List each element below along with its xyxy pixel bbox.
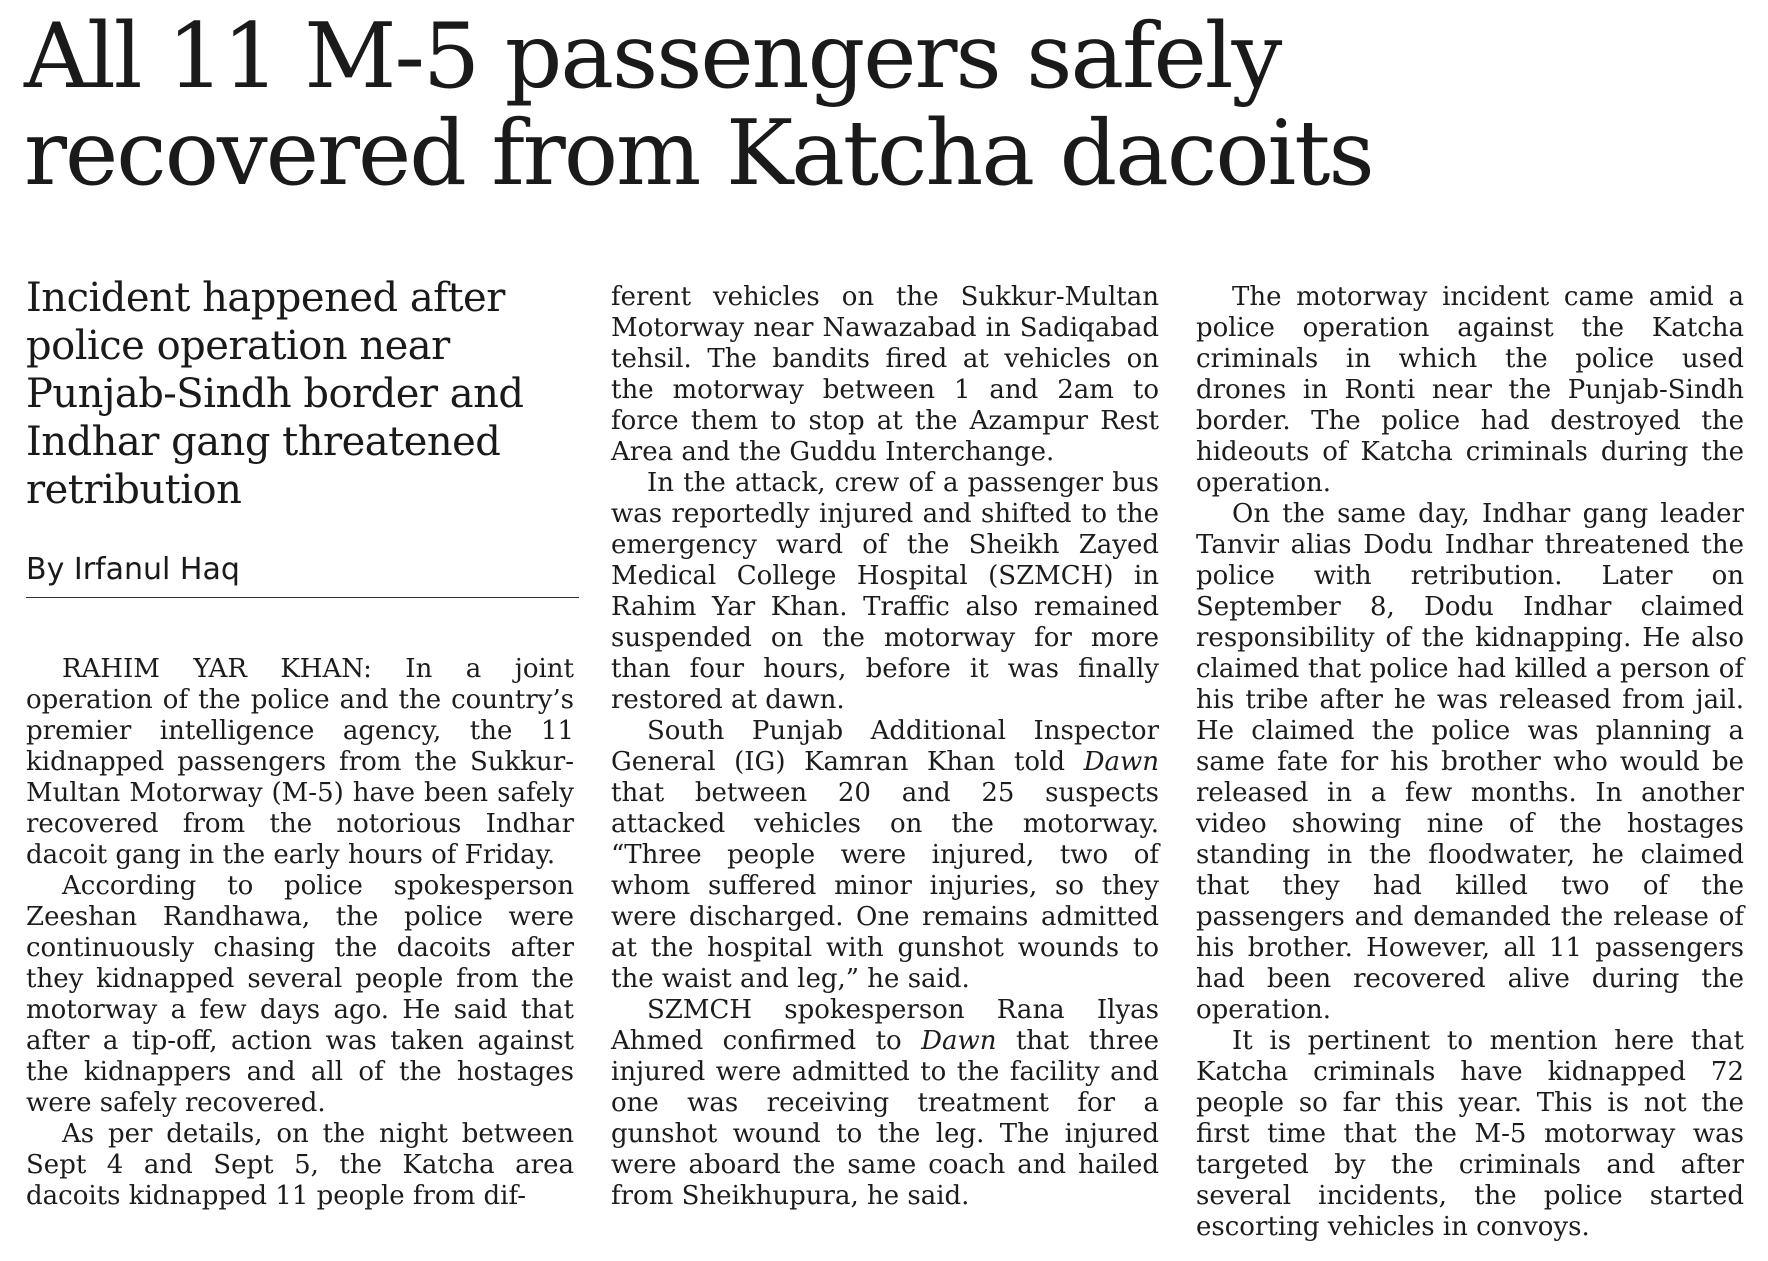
paragraph-1: RAHIM YAR KHAN: In a joint operation of the police and the country’s premier intelligence agency, the 11 kidnapped passengers from the Sukkur-Multan Motorway (M-5) have been safely recovered from the notorious Indhar dacoit gang in the early hours of Friday. <box>26 654 574 870</box>
dawn-reference: Dawn <box>1083 747 1159 777</box>
paragraph-3-continued: ferent vehicles on the Sukkur-Multan Motorway near Nawazabad in Sadiqabad tehsil. The bandits fired at vehicles on the motorway between 1 and 2am to force them to stop at the Azampur Rest Area and the Guddu Interchange. <box>611 282 1159 467</box>
paragraph-2: According to police spokesperson Zeeshan Randhawa, the police were continuously chasing the dacoits after they kidnapped several people from the motorway a few days ago. He said that after a tip-off, action was taken against the kidnappers and all of the hostages were safely recovered. <box>26 871 574 1118</box>
dawn-reference: Dawn <box>921 1026 997 1056</box>
paragraph-9: It is pertinent to mention here that Katcha criminals have kidnapped 72 people so far this year. This is not the first time that the M-5 motorway was targeted by the criminals and after several incidents, the police started escorting vehicles in convoys. <box>1196 1026 1744 1242</box>
byline-divider <box>26 597 579 598</box>
paragraph-5-text-a: South Punjab Additional Inspector General (IG) Kamran Khan told <box>611 716 1159 777</box>
headline <box>24 4 1744 206</box>
headline-line-1: All 11 M-5 passengers safely <box>24 4 1281 109</box>
paragraph-4: In the attack, crew of a passenger bus was reportedly injured and shifted to the emergency ward of the Sheikh Zayed Medical College Hospital (SZMCH) in Rahim Yar Khan. Traffic also remained suspended on the motorway for more than four hours, before it was finally restored at dawn. <box>611 468 1159 715</box>
paragraph-6-text-b: that three injured were admitted to the facility and one was receiving treatment for a gunshot wound to the leg. The injured were aboard the same coach and hailed from Sheikhupura, he said. <box>611 1026 1159 1211</box>
article-column-1 <box>26 654 574 1212</box>
byline: By Irfanul Haq <box>26 552 240 587</box>
paragraph-6 <box>611 995 1159 1212</box>
paragraph-7: The motorway incident came amid a police operation against the Katcha criminals in which the police used drones in Ronti near the Punjab-Sindh border. The police had destroyed the hideouts of Katcha criminals during the operation. <box>1196 282 1744 498</box>
article-column-3 <box>1196 282 1744 1243</box>
paragraph-8: On the same day, Indhar gang leader Tanvir alias Dodu Indhar threatened the police with retribution. Later on September 8, Dodu Indhar claimed responsibility of the kidnapping. He also claimed that police had killed a person of his tribe after he was released from jail. He claimed the police was planning a same fate for his brother who would be released in a few months. In another video showing nine of the hostages standing in the floodwater, he claimed that they had killed two of the passengers and demanded the release of his brother. However, all 11 passengers had been recovered alive during the operation. <box>1196 499 1744 1025</box>
paragraph-3-start: As per details, on the night between Sept 4 and Sept 5, the Katcha area dacoits kidnapped 11 people from dif- <box>26 1119 574 1211</box>
paragraph-6-text-a: SZMCH spokesperson Rana Ilyas Ahmed confirmed to <box>611 995 1159 1056</box>
paragraph-5 <box>611 716 1159 995</box>
subheadline: Incident happened after police operation near Punjab-Sindh border and Indhar gang threatened retribution <box>26 275 524 513</box>
headline-line-2: recovered from Katcha dacoits <box>24 101 1373 206</box>
paragraph-5-text-b: that between 20 and 25 suspects attacked vehicles on the motorway. “Three people were injured, two of whom suffered minor injuries, so they were discharged. One remains admitted at the hospital with gunshot wounds to the waist and leg,” he said. <box>611 778 1159 994</box>
article-column-2 <box>611 282 1159 1212</box>
